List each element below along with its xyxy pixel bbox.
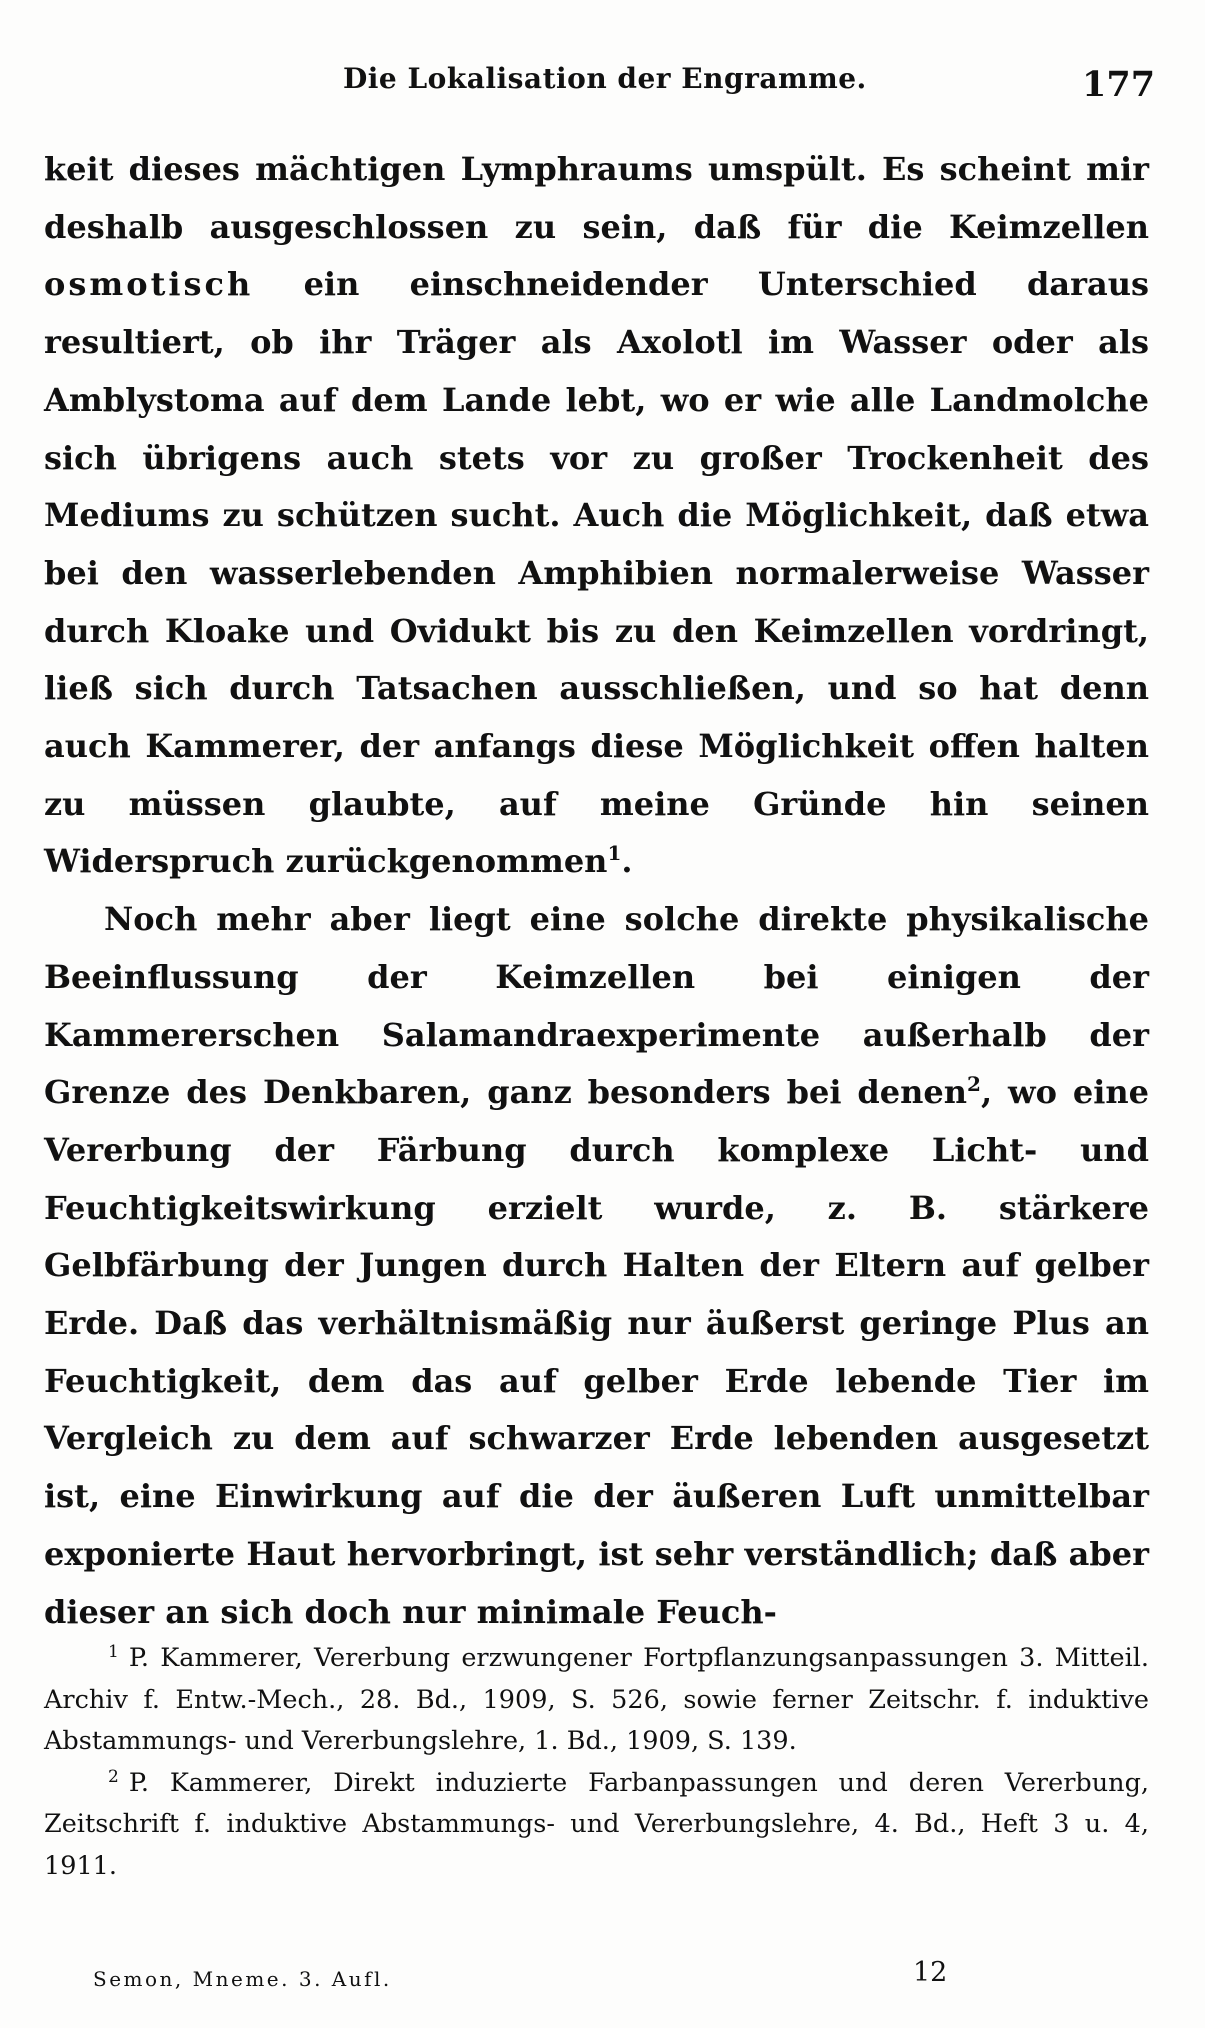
paragraph-1-text-b: ein einschneidender Unterschied daraus resultiert, ob ihr Träger als Axolotl im Wasser oder als Amblystoma auf dem Lande lebt, wo er wie alle Landmolche sich übrigens auch stets vor zu großer Trockenheit des Mediums zu schützen sucht. Auch die Möglichkeit, daß etwa bei den wasserlebenden Amphibien normalerweise Wasser durch Kloake und Ovidukt bis zu den Keimzellen vordringt, ließ sich durch Tatsachen ausschließen, und so hat denn auch Kammerer, der anfangs diese Möglichkeit offen halten zu müssen glaubte, auf meine Gründe hin seinen Widerspruch zurückgenommen — [44, 265, 1149, 881]
footnote-2-text: P. Kammerer, Direkt induzierte Farbanpassungen und deren Vererbung, Zeitschrift f. induktive Abstammungs- und Vererbungslehre, 4. Bd., Heft 3 u. 4, 1911. — [44, 1767, 1149, 1881]
footnote-1-text: P. Kammerer, Vererbung erzwungener Fortpflanzungsanpassungen 3. Mitteil. Archiv f. Entw.-Mech., 28. Bd., 1909, S. 526, sowie ferner Zeitschr. f. induktive Abstammungs- und Vererbungslehre, 1. Bd., 1909, S. 139. — [44, 1643, 1149, 1756]
running-head: Die Lokalisation der Engramme. — [343, 62, 867, 95]
page-number: 177 — [1082, 64, 1156, 105]
footnotes — [44, 1638, 1149, 1887]
footnote-2-mark: 2 — [108, 1766, 119, 1787]
footnote-reference-1[interactable]: 1 — [607, 841, 622, 866]
main-text — [44, 141, 1149, 1641]
footnote-1-mark: 1 — [108, 1642, 119, 1662]
printer-signature: Semon, Mneme. 3. Aufl. — [93, 1967, 392, 1991]
paragraph-1-spaced-word: osmotisch — [44, 265, 254, 304]
paragraph-1 — [44, 141, 1149, 891]
signature-number: 12 — [913, 1957, 948, 1988]
footnote-2 — [44, 1763, 1149, 1888]
paragraph-1-text-c: . — [621, 842, 633, 881]
paragraph-2 — [44, 891, 1149, 1641]
paragraph-2-text-b: , wo eine Vererbung der Färbung durch komplexe Licht- und Feuchtigkeitswirkung erzielt wurde, z. B. stärkere Gelbfärbung der Jungen durch Halten der Eltern auf gelber Erde. Daß das verhältnismäßig nur äußerst geringe Plus an Feuchtigkeit, dem das auf gelber Erde lebende Tier im Vergleich zu dem auf schwarzer Erde lebenden ausgesetzt ist, eine Einwirkung auf die der äußeren Luft unmittelbar exponierte Haut hervorbringt, ist sehr verständlich; daß aber dieser an sich doch nur minimale Feuch- — [44, 1073, 1149, 1631]
paragraph-2-text-a: Noch mehr aber liegt eine solche direkte physikalische Beeinflussung der Keimzellen bei einigen der Kammererschen Salamandraexperimente außerhalb der Grenze des Denkbaren, ganz besonders bei denen — [44, 900, 1149, 1112]
paragraph-1-text-a: keit dieses mächtigen Lymphraums umspült. Es scheint mir deshalb ausgeschlossen zu sein, daß für die Keimzellen — [44, 150, 1149, 246]
footnote-1 — [44, 1638, 1149, 1763]
footnote-reference-2[interactable]: 2 — [967, 1072, 981, 1097]
